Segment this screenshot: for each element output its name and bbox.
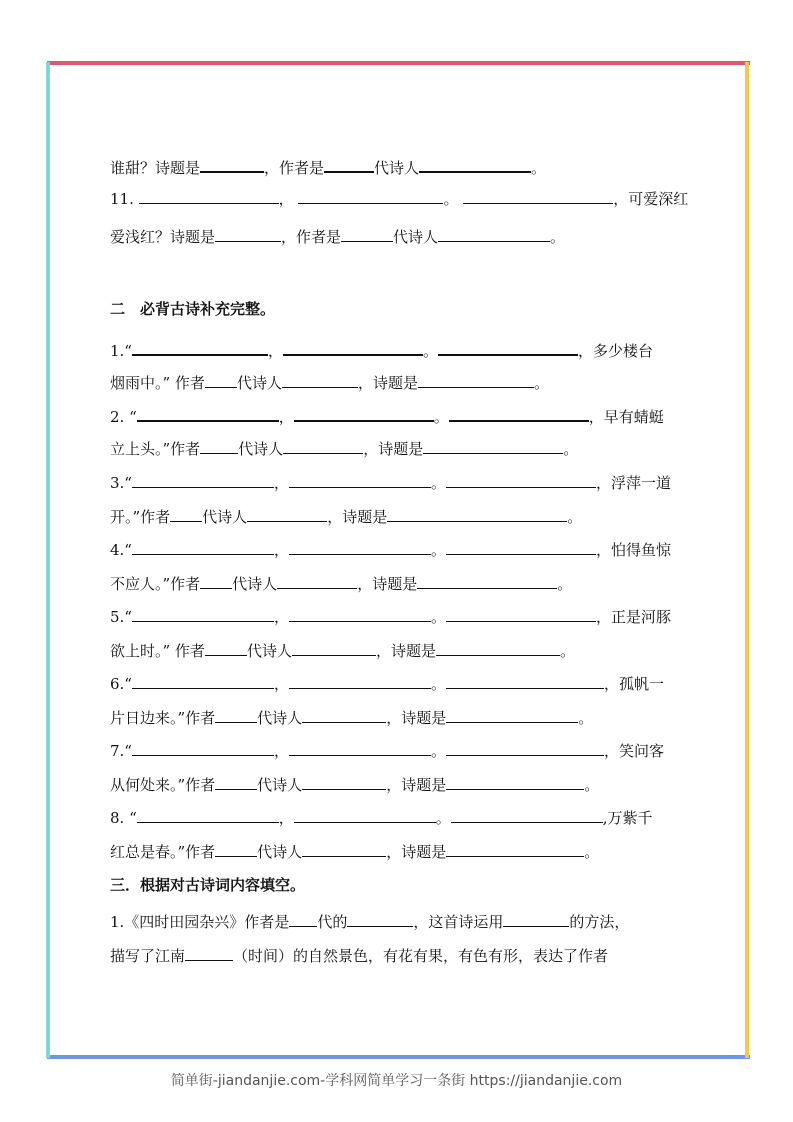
text: ，浮萍一道 [596, 474, 672, 492]
text: ， [267, 342, 283, 360]
blank-verse[interactable] [446, 607, 596, 622]
text: 谁甜？诗题是 [110, 159, 201, 177]
blank-verse[interactable] [438, 340, 578, 356]
text: 。 [431, 541, 447, 559]
poem-item-2-line1 [110, 406, 695, 426]
blank-dynasty[interactable] [215, 708, 257, 723]
blank-poet[interactable] [347, 912, 413, 927]
text: 代诗人 [374, 159, 420, 177]
text: 代诗人 [232, 575, 278, 593]
text: ， [273, 675, 289, 693]
text: 7.“ [110, 742, 132, 760]
blank-poet[interactable] [247, 507, 327, 522]
prev-line-c [110, 227, 695, 247]
text: 。 [533, 374, 549, 392]
text: 。 [557, 575, 573, 593]
blank-dynasty[interactable] [215, 842, 257, 857]
blank-title[interactable] [446, 708, 578, 723]
poem-item-7-line1 [110, 741, 695, 761]
text: ，多少楼台 [578, 342, 654, 360]
text: 的方法， [569, 913, 630, 931]
text: 。 [431, 675, 447, 693]
text: ，可爱深红 [613, 190, 689, 208]
text: 1.“ [110, 342, 132, 360]
blank-title[interactable] [436, 641, 560, 656]
blank-poet[interactable] [282, 373, 358, 388]
blank-verse[interactable] [132, 741, 274, 756]
blank-poet[interactable] [419, 157, 531, 173]
text: 代诗人 [236, 374, 282, 392]
poem-item-5-line1 [110, 607, 695, 627]
text: ，诗题是 [357, 374, 418, 392]
text: ， [273, 608, 289, 626]
text: 代诗人 [257, 843, 303, 861]
blank-poet[interactable] [302, 775, 386, 790]
text: ，怕得鱼惊 [596, 541, 672, 559]
text: 。 [550, 228, 566, 246]
text: 。 [431, 474, 447, 492]
text: 代的 [317, 913, 348, 931]
text: 。 [531, 159, 547, 177]
text: ，诗题是 [386, 709, 447, 727]
blank-title[interactable] [446, 842, 584, 857]
prev-line-a [110, 157, 695, 177]
text: ， [273, 541, 289, 559]
footer-watermark: 简单街-jiandanjie.com-学科网简单学习一条街 https://jiandanjie.com [170, 1073, 623, 1089]
text: ，诗题是 [327, 508, 388, 526]
text: 代诗人 [257, 709, 303, 727]
blank-title[interactable] [200, 157, 264, 173]
blank-poet[interactable] [438, 227, 550, 242]
blank-verse[interactable] [139, 189, 279, 204]
text: 。 [443, 190, 459, 208]
text: 描写了江南 [110, 947, 186, 965]
blank-dynasty[interactable] [215, 775, 257, 790]
text: 。 [431, 742, 447, 760]
text: ，早有蜻蜓 [588, 408, 664, 426]
blank-title[interactable] [215, 227, 281, 242]
text: 烟雨中。” 作者 [110, 374, 205, 392]
text: 。 [584, 776, 600, 794]
text: ， [278, 190, 294, 208]
text: 立上头。”作者 [110, 440, 201, 458]
text: 代诗人 [202, 508, 248, 526]
frame-top-border [47, 61, 750, 65]
section3-q1-line1 [110, 912, 695, 932]
text: 。 [567, 508, 583, 526]
blank-title[interactable] [446, 775, 584, 790]
poem-item-7-line2 [110, 775, 695, 795]
blank-verse[interactable] [446, 540, 596, 555]
text: 。 [578, 709, 594, 727]
blank-verse[interactable] [137, 406, 279, 422]
text: （时间）的自然景色，有花有果，有色有形，表达了作者 [233, 947, 609, 965]
text: 8. “ [110, 809, 137, 827]
poem-item-6-line2 [110, 708, 695, 728]
blank-verse[interactable] [294, 808, 436, 823]
poem-item-6-line1 [110, 674, 695, 694]
frame-right-border [745, 62, 749, 1058]
blank-dynasty[interactable] [200, 439, 238, 454]
text: ， [273, 742, 289, 760]
text: 。 [423, 342, 439, 360]
text: ， [278, 809, 294, 827]
prev-line-b [110, 189, 695, 209]
text: ，诗题是 [375, 642, 436, 660]
text: 5.“ [110, 608, 132, 626]
text: 不应人。”作者 [110, 575, 201, 593]
blank-poet[interactable] [302, 842, 386, 857]
text: ，诗题是 [386, 776, 447, 794]
poem-item-8-line2 [110, 842, 695, 862]
text: ， [273, 474, 289, 492]
blank-verse[interactable] [451, 808, 603, 823]
text: ，正是河豚 [596, 608, 672, 626]
section3-title: 三．根据对古诗词内容填空。 [110, 876, 306, 894]
section2-title: 二 必背古诗补充完整。 [110, 300, 276, 318]
text: 片日边来。”作者 [110, 709, 216, 727]
text: ，笑问客 [604, 742, 665, 760]
text: 。 [435, 809, 451, 827]
blank-poet[interactable] [302, 708, 386, 723]
blank-title[interactable] [417, 574, 557, 589]
blank-verse[interactable] [289, 540, 431, 555]
text: 开。”作者 [110, 508, 171, 526]
poem-item-1-line2 [110, 373, 695, 393]
poem-item-2-line2 [110, 439, 695, 459]
blank-season[interactable] [185, 946, 233, 961]
text: 1.《四时田园杂兴》作者是 [110, 913, 290, 931]
poem-item-5-line2 [110, 641, 695, 661]
blank-dynasty[interactable] [200, 574, 232, 589]
text: ， [278, 408, 294, 426]
text: 。 [433, 408, 449, 426]
blank-poet[interactable] [283, 439, 363, 454]
text: 红总是春。”作者 [110, 843, 216, 861]
text: ,万紫千 [602, 809, 653, 827]
frame-bottom-border [47, 1055, 750, 1059]
blank-verse[interactable] [446, 473, 596, 488]
text: 。 [559, 642, 575, 660]
blank-verse[interactable] [446, 674, 604, 689]
text: 欲上时。” 作者 [110, 642, 205, 660]
blank-verse[interactable] [463, 189, 613, 204]
blank-verse[interactable] [298, 189, 443, 204]
blank-verse[interactable] [289, 674, 431, 689]
blank-author[interactable] [341, 227, 393, 242]
blank-verse[interactable] [132, 473, 274, 488]
blank-title[interactable] [387, 507, 567, 522]
text: 6.“ [110, 675, 132, 693]
text: 爱浅红？诗题是 [110, 228, 216, 246]
text: 代诗人 [257, 776, 303, 794]
blank-author[interactable] [324, 157, 374, 173]
text: 4.“ [110, 541, 132, 559]
text: 代诗人 [393, 228, 439, 246]
text: 从何处来。”作者 [110, 776, 216, 794]
section3-q1-line2 [110, 946, 695, 966]
blank-verse[interactable] [132, 540, 274, 555]
question-number: 11. [110, 190, 134, 208]
text: ，作者是 [281, 228, 342, 246]
blank-verse[interactable] [289, 741, 431, 756]
frame-left-border [46, 62, 50, 1058]
poem-item-1-line1 [110, 340, 695, 360]
blank-poet[interactable] [277, 574, 357, 589]
blank-dynasty[interactable] [205, 641, 247, 656]
poem-item-3-line1 [110, 473, 695, 493]
text: 。 [431, 608, 447, 626]
blank-verse[interactable] [289, 473, 431, 488]
blank-verse[interactable] [289, 607, 431, 622]
blank-verse[interactable] [132, 607, 274, 622]
blank-poet[interactable] [292, 641, 376, 656]
text: ，孤帆一 [604, 675, 665, 693]
blank-verse[interactable] [132, 674, 274, 689]
poem-item-3-line2 [110, 507, 695, 527]
blank-verse[interactable] [446, 741, 604, 756]
blank-verse[interactable] [283, 340, 423, 356]
blank-verse[interactable] [449, 406, 589, 422]
poem-item-8-line1 [110, 808, 695, 828]
blank-title[interactable] [423, 439, 563, 454]
text: 。 [584, 843, 600, 861]
blank-dynasty[interactable] [170, 507, 202, 522]
text: 。 [563, 440, 579, 458]
text: 代诗人 [238, 440, 284, 458]
text: ，诗题是 [357, 575, 418, 593]
blank-verse[interactable] [132, 340, 268, 356]
blank-verse[interactable] [137, 808, 279, 823]
text: ，作者是 [264, 159, 325, 177]
poem-item-4-line1 [110, 540, 695, 560]
text: 代诗人 [246, 642, 292, 660]
blank-dynasty[interactable] [205, 373, 237, 388]
blank-dynasty[interactable] [289, 912, 317, 927]
blank-method[interactable] [503, 912, 569, 927]
text: 2. “ [110, 408, 137, 426]
text: ，诗题是 [386, 843, 447, 861]
poem-item-4-line2 [110, 574, 695, 594]
text: ，这首诗运用 [413, 913, 504, 931]
text: ，诗题是 [363, 440, 424, 458]
blank-verse[interactable] [294, 406, 434, 422]
blank-title[interactable] [418, 373, 534, 388]
text: 3.“ [110, 474, 132, 492]
